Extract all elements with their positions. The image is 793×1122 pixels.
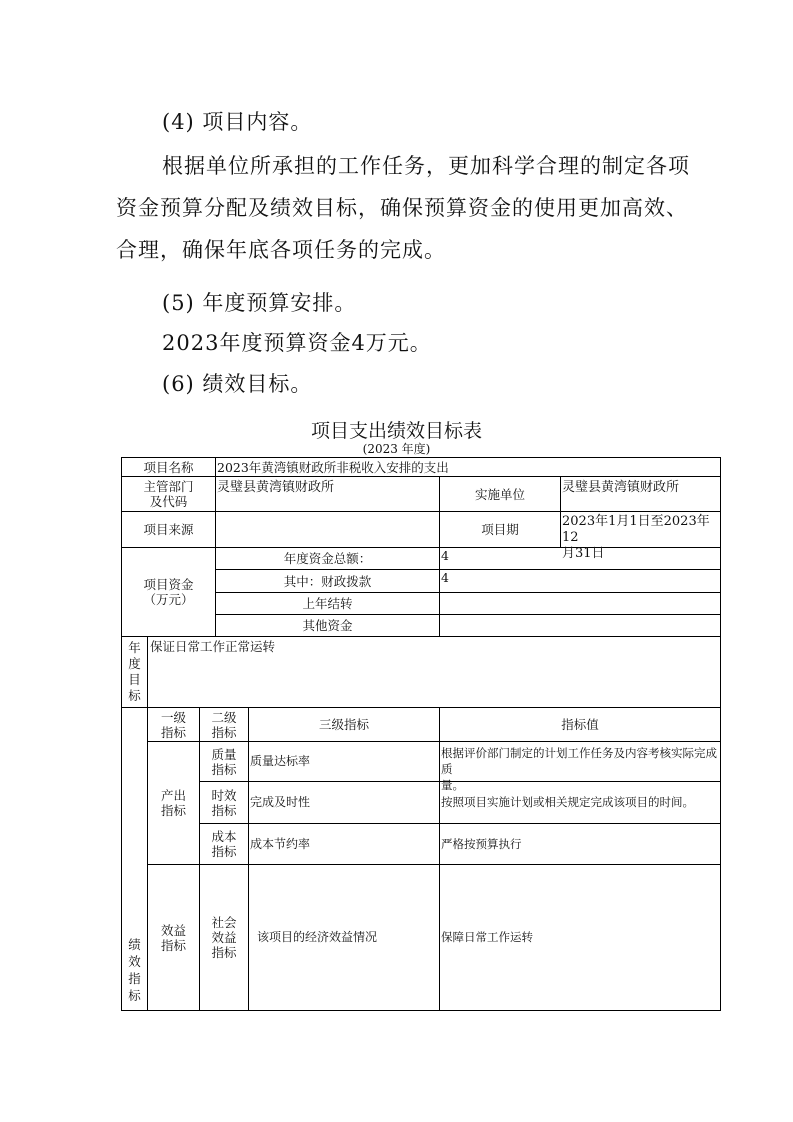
annual-goal-value: 保证日常工作正常运转 xyxy=(150,639,276,654)
table-subtitle: (2023 年度) xyxy=(362,442,431,456)
funds-label-line2: （万元） xyxy=(143,592,194,607)
dept-value: 灵璧县黄湾镇财政所 xyxy=(217,480,335,495)
perf-char-2: 效 xyxy=(128,954,141,969)
quality-value xyxy=(441,745,719,792)
annual-goal-char-4: 标 xyxy=(128,688,141,703)
budget-paragraph: 2023年度预算资金4万元。 xyxy=(162,331,432,355)
quality-level3: 质量达标率 xyxy=(250,754,311,768)
funds-fiscal-value: 4 xyxy=(441,570,449,585)
funds-other-label: 其他资金 xyxy=(302,618,353,633)
section-6-heading: (6) 绩效目标。 xyxy=(162,372,313,396)
annual-goal-char-1: 年 xyxy=(128,640,141,655)
project-name-value: 2023年黄湾镇财政所非税收入安排的支出 xyxy=(217,459,449,475)
cost-level2-line1: 成本 xyxy=(211,829,237,844)
content-paragraph-line-3: 合理，确保年底各项任务的完成。 xyxy=(116,238,446,262)
perf-char-3: 指 xyxy=(128,971,141,986)
impl-unit-value: 灵璧县黄湾镇财政所 xyxy=(562,480,680,495)
funds-fiscal-label: 其中：财政拨款 xyxy=(283,573,372,589)
perf-label xyxy=(122,930,147,1010)
output-label-line1: 产出 xyxy=(160,788,186,803)
social-level2-line3: 指标 xyxy=(211,945,237,960)
hdr-level1-line1: 一级 xyxy=(160,709,186,725)
hdr-level2-line2: 指标 xyxy=(211,724,237,740)
hdr-value: 指标值 xyxy=(561,717,599,732)
period-label: 项目期 xyxy=(481,522,519,537)
annual-goal-char-3: 目 xyxy=(128,672,141,687)
period-value xyxy=(562,514,719,561)
quality-level2-line2: 指标 xyxy=(211,761,237,777)
hdr-level3: 三级指标 xyxy=(318,717,369,732)
hdr-level2 xyxy=(200,708,248,741)
funds-carry-label: 上年结转 xyxy=(302,596,353,611)
timeliness-level2 xyxy=(200,782,248,823)
benefit-label-line1: 效益 xyxy=(160,922,186,938)
benefit-label-line2: 指标 xyxy=(160,937,186,953)
output-label xyxy=(148,742,199,864)
quality-value-line2: 量。 xyxy=(441,778,464,792)
dept-label-line2: 及代码 xyxy=(149,494,188,509)
content-paragraph-line-1: 根据单位所承担的工作任务，更加科学合理的制定各项 xyxy=(162,154,690,178)
social-level3: 该项目的经济效益情况 xyxy=(257,930,378,944)
period-value-line1: 2023年1月1日至2023年12 xyxy=(562,514,710,545)
perf-char-1: 绩 xyxy=(128,937,141,952)
quality-value-line1: 根据评价部门制定的计划工作任务及内容考核实际完成质 xyxy=(441,746,717,776)
cost-level3: 成本节约率 xyxy=(250,836,311,851)
funds-label-line1: 项目资金 xyxy=(143,577,194,592)
funds-other-value xyxy=(441,615,541,636)
benefit-label xyxy=(148,865,199,1010)
section-4-heading: (4) 项目内容。 xyxy=(162,110,313,134)
cost-level2 xyxy=(200,824,248,864)
cost-level2-line2: 指标 xyxy=(211,844,237,859)
timeliness-value: 按照项目实施计划或相关规定完成该项目的时间。 xyxy=(441,795,694,809)
funds-total-value: 4 xyxy=(441,548,449,563)
annual-goal-char-2: 度 xyxy=(128,656,141,671)
section-5-heading: (5) 年度预算安排。 xyxy=(162,291,357,315)
social-level2-line2: 效益 xyxy=(211,930,237,945)
funds-total-label: 年度资金总额： xyxy=(283,551,372,566)
social-value: 保障日常工作运转 xyxy=(441,930,533,944)
output-label-line2: 指标 xyxy=(160,803,186,818)
source-label: 项目来源 xyxy=(143,522,194,537)
period-value-line2: 月31日 xyxy=(562,546,605,561)
timeliness-level3: 完成及时性 xyxy=(250,795,311,809)
content-paragraph-line-2: 资金预算分配及绩效目标，确保预算资金的使用更加高效、 xyxy=(116,196,688,220)
social-level2-line1: 社会 xyxy=(211,915,237,930)
hdr-level1-line2: 指标 xyxy=(160,724,186,740)
cost-value: 严格按预算执行 xyxy=(441,836,522,851)
funds-label xyxy=(122,548,215,636)
dept-label xyxy=(122,477,215,511)
funds-carry-value xyxy=(441,593,541,614)
perf-char-4: 标 xyxy=(128,988,141,1003)
timeliness-level2-line2: 指标 xyxy=(211,802,237,818)
timeliness-level2-line1: 时效 xyxy=(211,787,237,803)
impl-unit-label: 实施单位 xyxy=(474,486,525,502)
project-name-label: 项目名称 xyxy=(143,459,194,475)
table-title: 项目支出绩效目标表 xyxy=(310,420,482,442)
source-value xyxy=(217,512,437,547)
hdr-level2-line1: 二级 xyxy=(211,709,237,725)
quality-level2-line1: 质量 xyxy=(211,746,237,762)
social-level2 xyxy=(200,865,248,1010)
quality-level2 xyxy=(200,742,248,781)
dept-label-line1: 主管部门 xyxy=(143,479,194,494)
annual-goal-label xyxy=(122,637,147,707)
hdr-level1 xyxy=(148,708,199,741)
